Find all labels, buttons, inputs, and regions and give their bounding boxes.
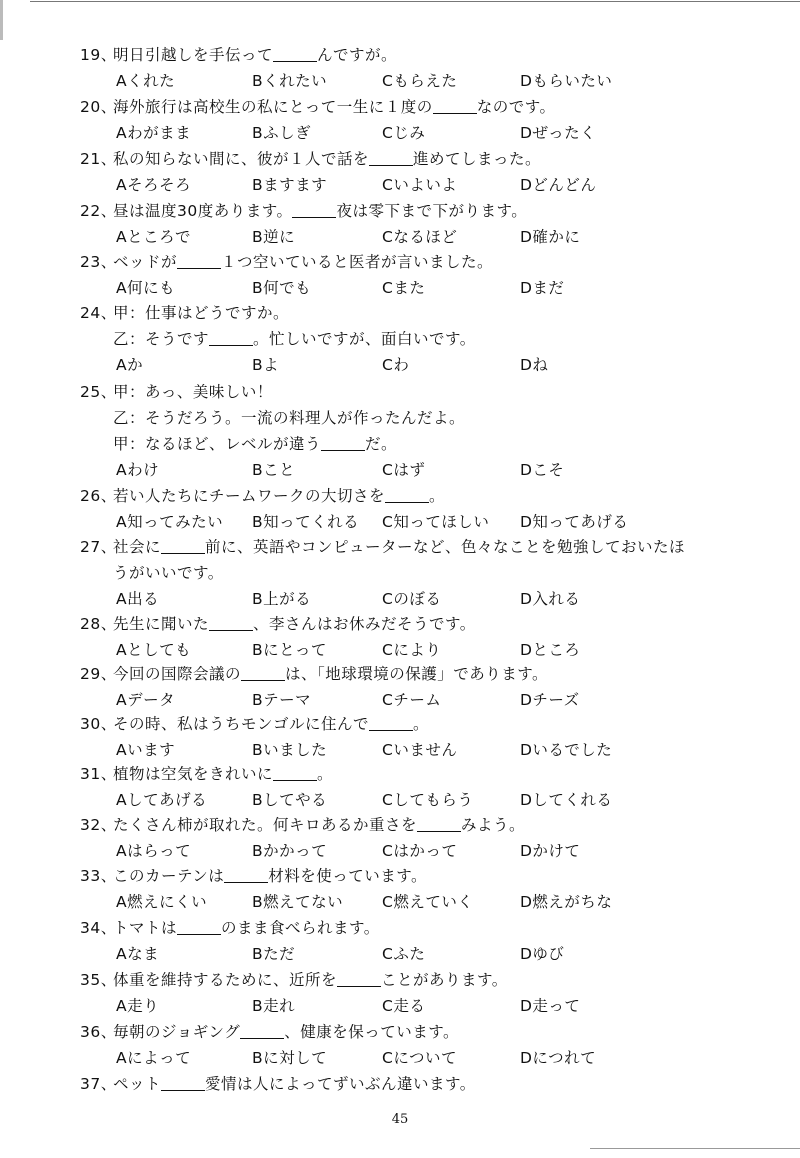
- answer-option: B走れ: [252, 997, 296, 1015]
- answer-blank: [273, 762, 317, 781]
- question-stem: [113, 863, 427, 889]
- stem-text-before: ペット: [113, 1075, 162, 1093]
- answer-option: A走り: [116, 997, 160, 1015]
- answer-option: Bテーマ: [252, 691, 312, 709]
- stem-text-after: 進めてしまった。: [413, 150, 542, 168]
- question-number: 32、: [80, 816, 117, 834]
- answer-option: D知ってあげる: [520, 513, 629, 531]
- stem-text-after: んですが。: [317, 46, 398, 64]
- answer-option: Bこと: [252, 461, 296, 479]
- answer-option: Dまだ: [520, 279, 565, 297]
- question-stem: [113, 198, 527, 224]
- answer-option: D入れる: [520, 590, 581, 608]
- question-stem: [113, 405, 465, 431]
- answer-option: Bしてやる: [252, 791, 328, 809]
- answer-option: Bただ: [252, 945, 296, 963]
- answer-option: Cについて: [382, 1049, 458, 1067]
- answer-option: A出る: [116, 590, 160, 608]
- answer-option: A燃えにくい: [116, 893, 208, 911]
- answer-option: C走る: [382, 997, 426, 1015]
- answer-blank: [337, 968, 381, 987]
- answer-option: C燃えていく: [382, 893, 474, 911]
- question-stem: [113, 483, 445, 509]
- stem-text-before: その時、私はうちモンゴルに住んで: [113, 715, 370, 733]
- answer-option: Bかかって: [252, 842, 328, 860]
- question-number: 26、: [80, 487, 117, 505]
- question-number: 28、: [80, 615, 117, 633]
- question-number: 36、: [80, 1023, 117, 1041]
- answer-option: Aか: [116, 356, 144, 374]
- question-number: 24、: [80, 304, 117, 322]
- answer-option: Cはかって: [382, 842, 458, 860]
- question-number: 31、: [80, 765, 117, 783]
- answer-option: Dね: [520, 356, 549, 374]
- answer-blank: [240, 1020, 284, 1039]
- answer-option: B上がる: [252, 590, 312, 608]
- answer-blank: [209, 327, 253, 346]
- stem-text-before: うがいいです。: [113, 564, 224, 582]
- answer-option: Aそろそろ: [116, 176, 192, 194]
- stem-text-before: 甲：仕事はどうですか。: [113, 304, 290, 322]
- answer-option: A知ってみたい: [116, 513, 224, 531]
- question-number: 30、: [80, 715, 117, 733]
- answer-option: Aしてあげる: [116, 791, 208, 809]
- answer-blank: [177, 250, 221, 269]
- answer-option: Bいました: [252, 741, 328, 759]
- question-number: 35、: [80, 971, 117, 989]
- stem-text-before: 先生に聞いた: [113, 615, 210, 633]
- stem-text-before: 今回の国際会議の: [113, 665, 242, 683]
- answer-option: D確かに: [520, 228, 581, 246]
- answer-option: Dどんどん: [520, 176, 597, 194]
- answer-blank: [321, 432, 365, 451]
- answer-option: Bよ: [252, 356, 280, 374]
- answer-blank: [161, 535, 205, 554]
- answer-blank: [433, 95, 477, 114]
- question-number: 34、: [80, 919, 117, 937]
- page-number: 45: [391, 1112, 409, 1127]
- stem-text-before: ベッドが: [113, 253, 178, 271]
- answer-option: Dにつれて: [520, 1049, 597, 1067]
- stem-text-after: みよう。: [461, 816, 526, 834]
- stem-text-before: トマトは: [113, 919, 178, 937]
- answer-option: Aとしても: [116, 641, 192, 659]
- answer-option: Aくれた: [116, 72, 176, 90]
- answer-option: A何にも: [116, 279, 176, 297]
- answer-option: Aデータ: [116, 691, 176, 709]
- question-number: 19、: [80, 46, 117, 64]
- question-stem: [113, 249, 493, 275]
- stem-text-after: は、「地球環境の保護」であります。: [285, 665, 549, 683]
- answer-blank: [209, 612, 253, 631]
- answer-option: Bふしぎ: [252, 124, 312, 142]
- answer-option: Dいるでした: [520, 741, 613, 759]
- stem-text-before: 社会に: [113, 538, 162, 556]
- stem-text-after: 前に、英語やコンピューターなど、色々なことを勉強しておいたほ: [205, 538, 686, 556]
- answer-option: Cもらえた: [382, 72, 458, 90]
- answer-option: Cしてもらう: [382, 791, 474, 809]
- answer-option: Cわ: [382, 356, 410, 374]
- scan-edge-mark: [0, 0, 3, 40]
- answer-option: Dゆび: [520, 945, 565, 963]
- stem-text-before: 乙：そうです: [113, 330, 210, 348]
- answer-option: Cまた: [382, 279, 426, 297]
- answer-option: Dこそ: [520, 461, 565, 479]
- answer-option: Bにとって: [252, 641, 327, 659]
- answer-option: Cふた: [382, 945, 426, 963]
- question-number: 22、: [80, 202, 117, 220]
- stem-text-after: 、李さんはお休みだそうです。: [253, 615, 476, 633]
- question-stem: [113, 431, 397, 457]
- answer-blank: [273, 43, 317, 62]
- answer-option: Cにより: [382, 641, 442, 659]
- answer-option: Aわがまま: [116, 124, 192, 142]
- answer-blank: [292, 199, 336, 218]
- answer-option: Aわけ: [116, 461, 160, 479]
- answer-option: Dしてくれる: [520, 791, 613, 809]
- answer-option: D燃えがちな: [520, 893, 613, 911]
- question-stem: [113, 661, 548, 687]
- stem-text-before: 毎朝のジョギング: [113, 1023, 241, 1041]
- answer-blank: [161, 1072, 205, 1091]
- stem-text-before: このカーテンは: [113, 867, 225, 885]
- question-stem: [113, 611, 476, 637]
- answer-option: Bますます: [252, 176, 328, 194]
- stem-text-before: 私の知らない間に、彼が１人で話を: [113, 150, 370, 168]
- answer-option: Cチーム: [382, 691, 442, 709]
- answer-blank: [224, 864, 268, 883]
- stem-text-before: たくさん柿が取れた。何キロあるか重さを: [113, 816, 418, 834]
- stem-text-after: １つ空いていると医者が言いました。: [221, 253, 494, 271]
- stem-text-after: 、健康を保っています。: [284, 1023, 459, 1041]
- answer-option: Dぜったく: [520, 124, 597, 142]
- stem-text-after: 材料を使っています。: [268, 867, 427, 885]
- question-stem: [113, 379, 273, 405]
- answer-blank: [369, 147, 413, 166]
- question-number: 37、: [80, 1075, 117, 1093]
- stem-text-after: 。: [317, 765, 334, 783]
- answer-blank: [369, 712, 413, 731]
- question-stem: [113, 812, 525, 838]
- stem-text-before: 甲：なるほど、レベルが違う: [113, 435, 322, 453]
- stem-text-after: なのです。: [476, 98, 556, 116]
- stem-text-before: 甲：あっ、美味しい！: [113, 383, 273, 401]
- answer-option: B逆に: [252, 228, 296, 246]
- answer-option: B何でも: [252, 279, 312, 297]
- answer-option: Dところ: [520, 641, 581, 659]
- answer-option: C知ってほしい: [382, 513, 490, 531]
- question-stem: [113, 94, 555, 120]
- answer-option: Cじみ: [382, 124, 426, 142]
- answer-option: Aところで: [116, 228, 191, 246]
- question-stem: [113, 534, 685, 560]
- question-stem: [113, 711, 429, 737]
- question-stem: [113, 761, 333, 787]
- answer-blank: [385, 484, 429, 503]
- stem-text-after: 夜は零下まで下がります。: [336, 202, 528, 220]
- question-stem: [113, 146, 541, 172]
- answer-option: Dかけて: [520, 842, 581, 860]
- question-number: 25、: [80, 383, 117, 401]
- stem-text-after: 愛情は人によってずいぶん違います。: [205, 1075, 476, 1093]
- stem-text-before: 植物は空気をきれいに: [113, 765, 274, 783]
- answer-option: Cいません: [382, 741, 458, 759]
- stem-text-before: 体重を維持するために、近所を: [113, 971, 338, 989]
- answer-option: Dもらいたい: [520, 72, 613, 90]
- answer-blank: [417, 813, 461, 832]
- bottom-rule: [590, 1148, 800, 1149]
- answer-option: Aいます: [116, 741, 176, 759]
- answer-option: B燃えてない: [252, 893, 344, 911]
- stem-text-after: 。忙しいですが、面白いです。: [253, 330, 476, 348]
- stem-text-before: 乙：そうだろう。一流の料理人が作ったんだよ。: [113, 409, 466, 427]
- stem-text-after: 。: [413, 715, 430, 733]
- question-stem: [113, 915, 380, 941]
- stem-text-after: だ。: [365, 435, 398, 453]
- answer-option: B知ってくれる: [252, 513, 360, 531]
- stem-text-before: 明日引越しを手伝って: [113, 46, 274, 64]
- question-number: 20、: [80, 98, 117, 116]
- answer-option: Bくれたい: [252, 72, 328, 90]
- answer-option: Dチーズ: [520, 691, 580, 709]
- stem-text-before: 昼は温度30度あります。: [113, 202, 293, 220]
- answer-option: Aによって: [116, 1049, 192, 1067]
- answer-blank: [177, 916, 221, 935]
- answer-option: D走って: [520, 997, 581, 1015]
- stem-text-before: 若い人たちにチームワークの大切さを: [113, 487, 386, 505]
- question-number: 21、: [80, 150, 117, 168]
- answer-option: Aはらって: [116, 842, 192, 860]
- question-number: 27、: [80, 538, 117, 556]
- question-number: 29、: [80, 665, 117, 683]
- question-number: 33、: [80, 867, 117, 885]
- question-stem: [113, 560, 224, 586]
- answer-blank: [241, 662, 285, 681]
- answer-option: Aなま: [116, 945, 160, 963]
- answer-option: Bに対して: [252, 1049, 328, 1067]
- question-stem: [113, 42, 397, 68]
- stem-text-after: ことがあります。: [381, 971, 508, 989]
- answer-option: Cいよいよ: [382, 176, 458, 194]
- answer-option: Cのぼる: [382, 590, 442, 608]
- top-rule: [30, 1, 800, 2]
- stem-text-after: のまま食べられます。: [221, 919, 380, 937]
- stem-text-before: 海外旅行は高校生の私にとって一生に１度の: [113, 98, 433, 116]
- answer-option: Cはず: [382, 461, 426, 479]
- question-stem: [113, 300, 289, 326]
- answer-option: Cなるほど: [382, 228, 458, 246]
- question-stem: [113, 1019, 459, 1045]
- question-number: 23、: [80, 253, 117, 271]
- stem-text-after: 。: [429, 487, 446, 505]
- question-stem: [113, 326, 476, 352]
- question-stem: [113, 1071, 476, 1097]
- question-stem: [113, 967, 508, 993]
